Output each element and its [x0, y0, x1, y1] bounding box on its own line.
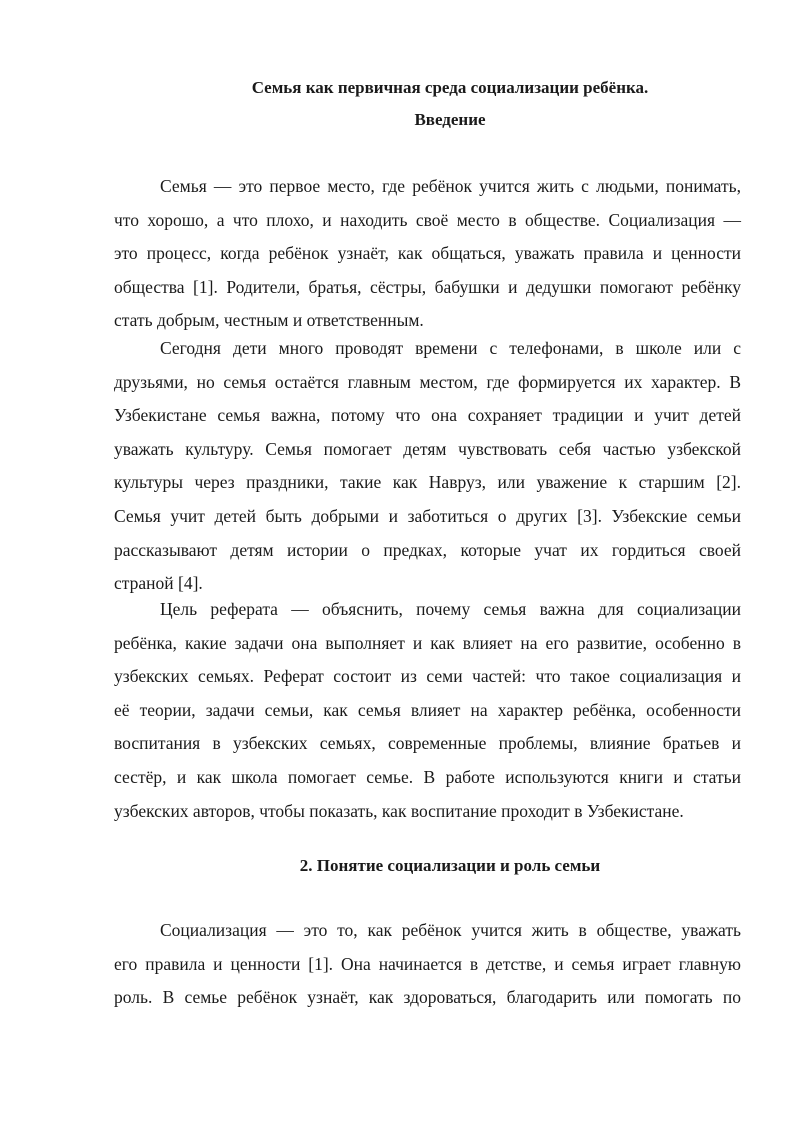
text-line: культуры через праздники, такие как Навруз, или уважение к старшим [2]. — [114, 472, 741, 493]
text-line: стать добрым, честным и ответственным. — [114, 310, 424, 331]
text-line: узбекских авторов, чтобы показать, как воспитание проходит в Узбекистане. — [114, 800, 684, 821]
text-line: Семья — это первое место, где ребёнок учится жить с людьми, понимать, — [160, 176, 741, 196]
text-line: Социализация — это то, как ребёнок учится жить в обществе, уважать — [160, 920, 741, 940]
text-line: её теории, задачи семьи, как семья влияет на характер ребёнка, особенности — [114, 699, 741, 720]
text-line: это процесс, когда ребёнок узнаёт, как общаться, уважать правила и ценности — [114, 243, 741, 264]
text-line: что хорошо, а что плохо, и находить своё место в обществе. Социализация — — [114, 209, 741, 230]
text-line: Цель реферата — объяснить, почему семья важна для социализации — [160, 599, 741, 619]
text-line: узбекских семьях. Реферат состоит из семи частей: что такое социализация и — [114, 666, 741, 687]
introduction-heading: Введение — [414, 110, 486, 129]
text-line: страной [4]. — [114, 573, 203, 594]
section-2-heading: 2. Понятие социализации и роль семьи — [299, 856, 601, 875]
text-line: рассказывают детям истории о предках, которые учат их гордиться своей — [114, 539, 741, 560]
intro-paragraph-2 — [114, 332, 741, 601]
intro-paragraph-1 — [114, 170, 741, 338]
section-2-paragraph-1 — [114, 914, 741, 1015]
text-line: его правила и ценности [1]. Она начинается в детстве, и семья играет главную — [114, 953, 741, 974]
text-line: роль. В семье ребёнок узнаёт, как здороваться, благодарить или помогать по — [114, 987, 741, 1008]
text-line: Узбекистане семья важна, потому что она сохраняет традиции и учит детей — [114, 405, 741, 426]
text-line: ребёнка, какие задачи она выполняет и как влияет на его развитие, особенно в — [114, 632, 741, 653]
intro-paragraph-3 — [114, 593, 741, 828]
text-line: уважать культуру. Семья помогает детям чувствовать себя частью узбекской — [114, 438, 741, 459]
text-line: воспитания в узбекских семьях, современные проблемы, влияние братьев и — [114, 733, 741, 754]
text-line: общества [1]. Родители, братья, сёстры, бабушки и дедушки помогают ребёнку — [114, 276, 741, 297]
text-line: Сегодня дети много проводят времени с телефонами, в школе или с — [160, 338, 741, 358]
text-line: Семья учит детей быть добрыми и заботиться о других [3]. Узбекские семьи — [114, 505, 741, 526]
document-title: Семья как первичная среда социализации ребёнка. — [251, 78, 649, 97]
text-line: друзьями, но семья остаётся главным местом, где формируется их характер. В — [114, 371, 741, 392]
text-line: сестёр, и как школа помогает семье. В работе используются книги и статьи — [114, 766, 741, 787]
